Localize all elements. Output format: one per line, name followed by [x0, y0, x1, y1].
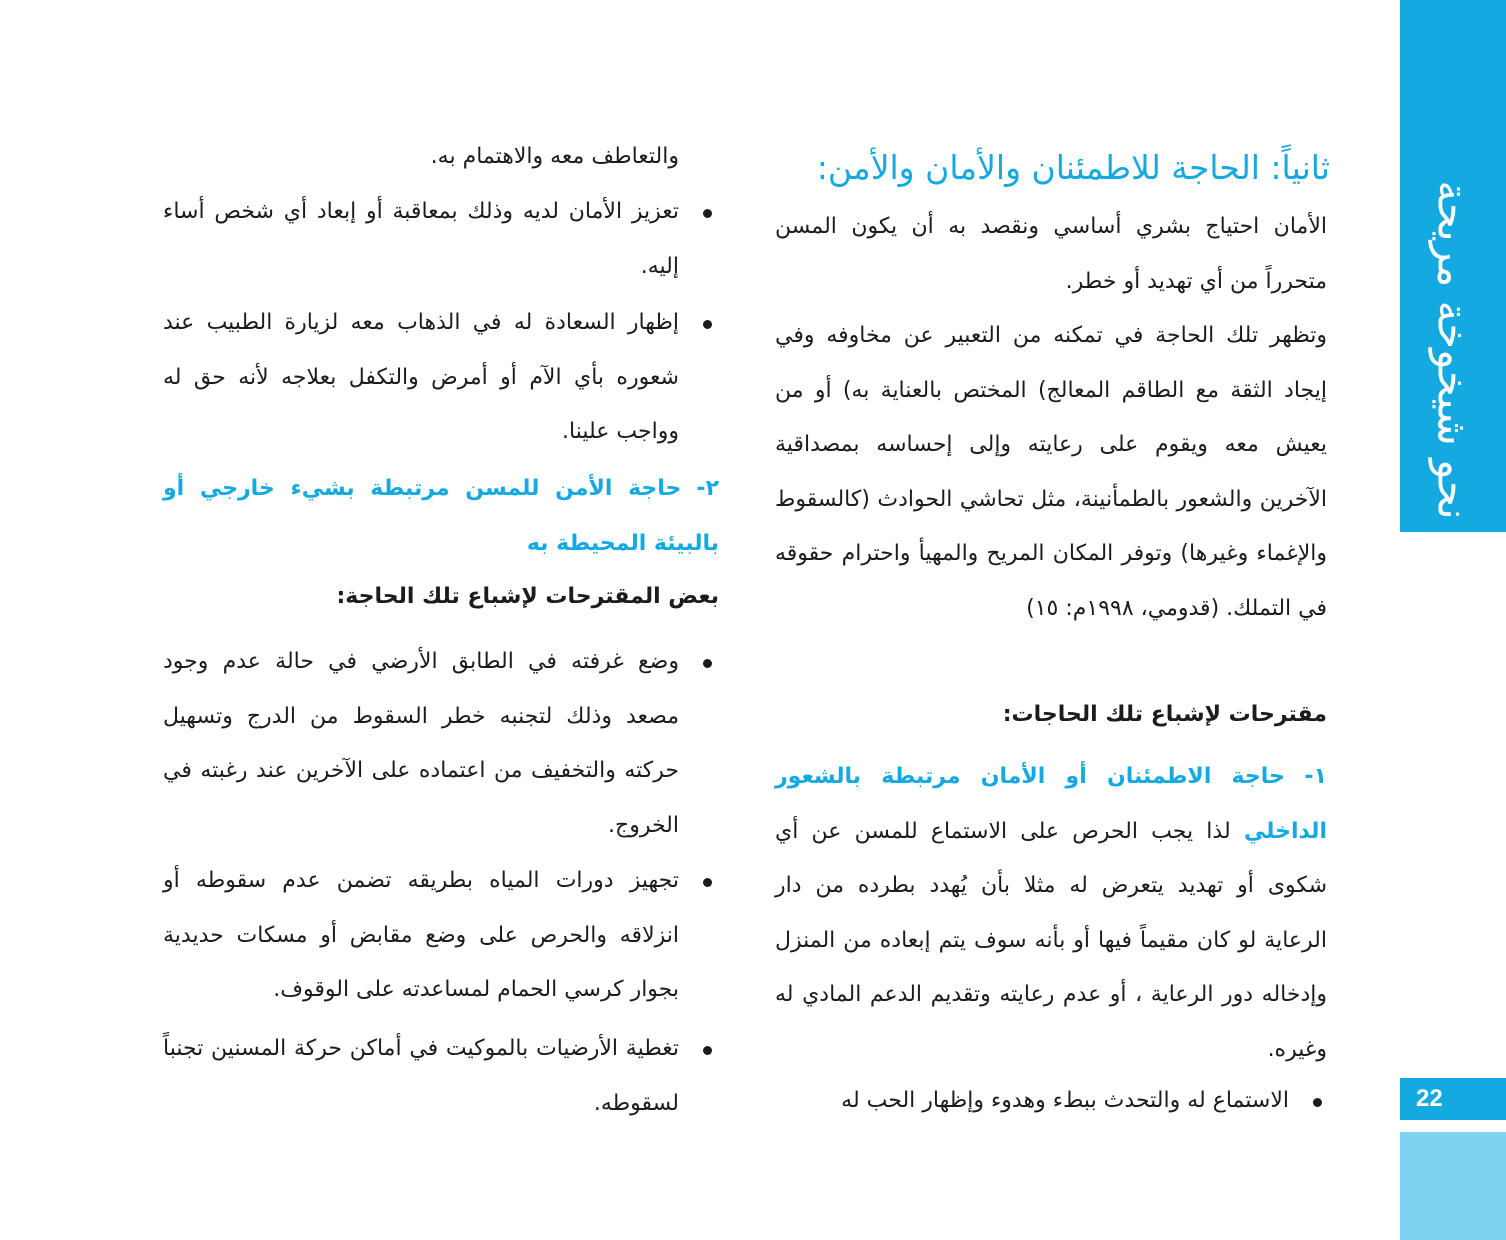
side-band-bottom: [1400, 1132, 1506, 1240]
continuation-text: والتعاطف معه والاهتمام به.: [430, 144, 679, 169]
bullet-a-2: إظهار السعادة له في الذهاب معه لزيارة الطبيب عند شعوره بأي الآم أو أمرض والتكفل بعلاجه لأنه حق له وواجب علينا.: [163, 310, 679, 444]
page-number: 22: [1400, 1078, 1506, 1120]
book-title: نحو شيخوخة مريحة: [1428, 180, 1478, 520]
bullet-a-1: تعزيز الأمان لديه وذلك بمعاقبة أو إبعاد أي شخص أساء إليه.: [163, 199, 679, 279]
intro-paragraph: الأمان احتياج بشري أساسي ونقصد به أن يكون المسن متحرراً من أي تهديد أو خطر.: [775, 214, 1327, 294]
bullet-dot: [703, 659, 712, 668]
suggestions-heading: مقترحات لإشباع تلك الحاجات:: [1002, 702, 1327, 727]
item-2-number: ٢-: [696, 476, 719, 501]
bullet-dot: [703, 209, 712, 218]
item-1: [775, 750, 1327, 1077]
item-1-number: ١-: [1304, 764, 1327, 789]
left-suggestions-heading: بعض المقترحات لإشباع تلك الحاجة:: [336, 584, 719, 609]
bullet-b-1: وضع غرفته في الطابق الأرضي في حالة عدم وجود مصعد وذلك لتجنبه خطر السقوط من الدرج وتسهيل حركته والتخفيف من اعتماده على الآخرين عند رغبته في الخروج.: [163, 649, 679, 838]
item-2-title: حاجة الأمن للمسن مرتبطة بشيء خارجي أو بالبيئة المحيطة به: [163, 476, 719, 556]
bullet-dot: [703, 1046, 712, 1055]
item-1-title: حاجة الاطمئنان أو الأمان مرتبطة بالشعور الداخلي: [775, 764, 1327, 844]
item-1-text: لذا يجب الحرص على الاستماع للمسن عن أي شكوى أو تهديد يتعرض له مثلا بأن يُهدد بطرده من دار الرعاية لو كان مقيماً فيها أو بأنه سوف يتم إبعاده من المنزل وإدخاله دور الرعاية ، أو عدم رعايته وتقديم الدعم المادي له وغيره.: [775, 818, 1327, 1062]
bullet-dot: [703, 320, 712, 329]
bullet-dot: [1313, 1098, 1322, 1107]
bullet-b-3: تغطية الأرضيات بالموكيت في أماكن حركة المسنين تجنباً لسقوطه.: [163, 1036, 679, 1116]
needs-paragraph: وتظهر تلك الحاجة في تمكنه من التعبير عن مخاوفه وفي إيجاد الثقة مع الطاقم المعالج) المختص بالعناية به) أو من يعيش معه ويقوم على رعايته وإلى إحساسه بمصداقية الآخرين والشعور بالطمأنينة، مثل تحاشي الحوادث (كالسقوط والإغماء وغيرها) وتوفر المكان المريح والمهيأ واحترام حقوقه في التملك. (قدومي، ١٩٩٨م: ١٥): [775, 323, 1327, 621]
bullet-dot: [703, 878, 712, 887]
item-2: [163, 462, 719, 571]
side-title-container: [1400, 0, 1506, 532]
section-heading: ثانياً: الحاجة للاطمئنان والأمان والأمن:: [816, 148, 1330, 187]
bullet-b-2: تجهيز دورات المياه بطريقه تضمن عدم سقوطه أو انزلاقه والحرص على وضع مقابض أو مسكات حديدية بجوار كرسي الحمام لمساعدته على الوقوف.: [163, 868, 679, 1002]
bullet-last: الاستماع له والتحدث ببطء وهدوء وإظهار الحب له: [841, 1088, 1289, 1113]
